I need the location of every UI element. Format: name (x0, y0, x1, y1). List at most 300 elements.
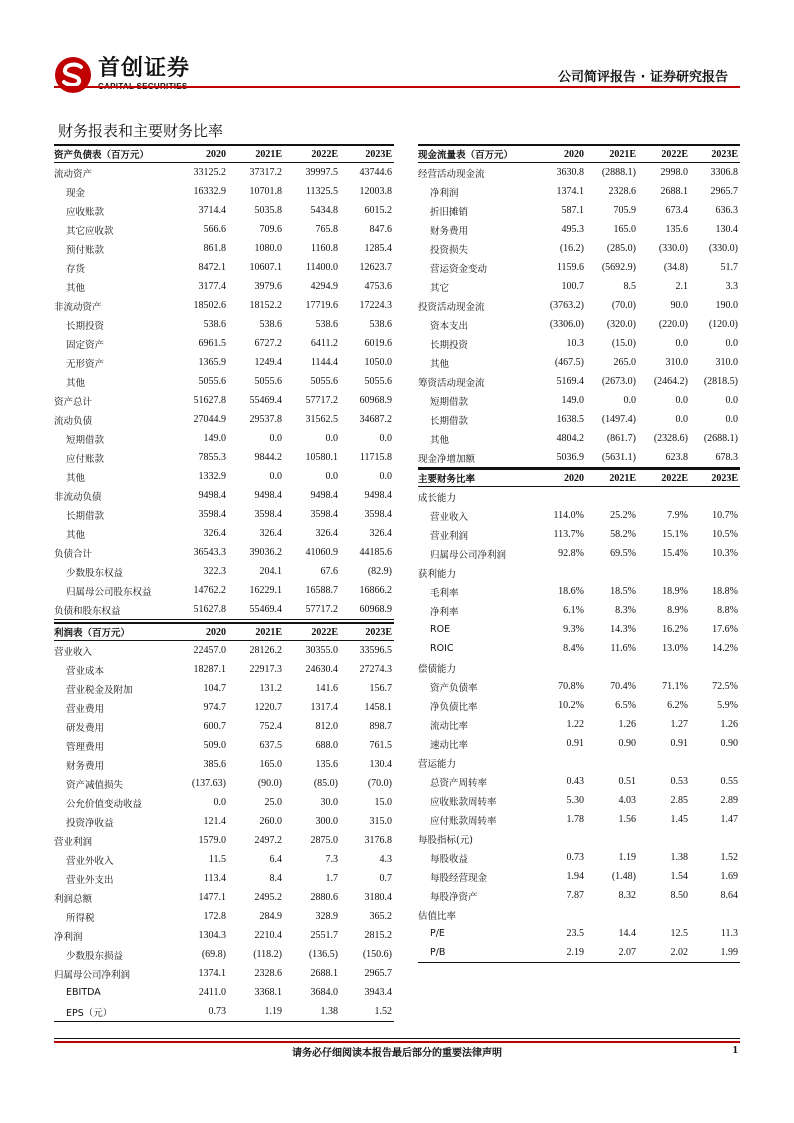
row-label: 其他 (430, 358, 450, 370)
cell-value: 6.2% (667, 700, 688, 711)
table-row (54, 660, 394, 679)
cell-value: 12003.8 (359, 186, 392, 197)
cell-value: 70.8% (558, 681, 584, 692)
cell-value: 29537.8 (249, 414, 282, 425)
cell-value: 385.6 (203, 759, 226, 770)
cell-value: 2965.7 (364, 968, 392, 979)
table-row (418, 334, 740, 353)
table-row (54, 353, 394, 372)
cell-value: 861.8 (203, 243, 226, 254)
cell-value: 16866.2 (359, 585, 392, 596)
table-row (54, 391, 394, 410)
cell-value: 265.0 (613, 357, 636, 368)
cell-value (586, 563, 638, 582)
cell-value: 9498.4 (364, 490, 392, 501)
cell-value: (3306.0) (549, 319, 584, 330)
cell-value: 10.3% (712, 548, 738, 559)
company-logo (54, 56, 214, 96)
cell-value: 104.7 (203, 683, 226, 694)
cell-value: 16.2% (662, 624, 688, 635)
cell-value (690, 563, 740, 582)
cell-value: 2328.6 (254, 968, 282, 979)
cell-value (534, 563, 586, 582)
cell-value: 8.4 (269, 873, 282, 884)
cell-value: 0.0 (379, 433, 392, 444)
cell-value: 1159.6 (556, 262, 584, 273)
table-row (418, 753, 740, 772)
cell-value: 2210.4 (254, 930, 282, 941)
table-row (54, 1002, 394, 1022)
cell-value: 10701.8 (249, 186, 282, 197)
cell-value: (1.48) (611, 871, 636, 882)
table-row (418, 658, 740, 677)
cell-value: 92.8% (558, 548, 584, 559)
cell-value: 11.3 (720, 928, 738, 939)
cell-value: (118.2) (253, 949, 282, 960)
cell-value: 3630.8 (556, 167, 584, 178)
row-label: 现金 (66, 187, 86, 199)
row-label: 净利润 (54, 931, 83, 943)
table-row (418, 829, 740, 848)
row-label: 折旧摊销 (430, 206, 469, 218)
table-title: 主要财务比率 (418, 469, 534, 487)
cell-value: 149.0 (561, 395, 584, 406)
cell-value: 3979.6 (254, 281, 282, 292)
column-header: 2023E (690, 469, 740, 487)
cell-value (690, 753, 740, 772)
cell-value: 2.85 (670, 795, 688, 806)
cell-value: 1160.8 (310, 243, 338, 254)
cell-value: (330.0) (708, 243, 738, 254)
cell-value (534, 753, 586, 772)
cell-value: 30.0 (320, 797, 338, 808)
table-row (54, 888, 394, 907)
table-row (418, 601, 740, 620)
cell-value: (3763.2) (549, 300, 584, 311)
cell-value: 15.4% (662, 548, 688, 559)
cell-value: 3368.1 (254, 987, 282, 998)
cell-value: 678.3 (690, 448, 740, 468)
row-label: 资本支出 (430, 320, 469, 332)
cell-value: 1.94 (566, 871, 584, 882)
cell-value: 60968.9 (340, 600, 394, 620)
table-row (54, 812, 394, 831)
cell-value: 1365.9 (198, 357, 226, 368)
row-label: EPS（元） (54, 1002, 172, 1022)
cell-value: 24630.4 (305, 664, 338, 675)
cell-value: (150.6) (362, 949, 392, 960)
cell-value: (82.9) (367, 566, 392, 577)
table-row (54, 315, 394, 334)
footer-accent-divider (54, 1041, 740, 1043)
table-row (418, 715, 740, 734)
cell-value: 6019.6 (364, 338, 392, 349)
cell-value: 3598.4 (364, 509, 392, 520)
cell-value: 1.27 (670, 719, 688, 730)
cell-value: 765.8 (315, 224, 338, 235)
row-label: 资产总计 (54, 396, 93, 408)
cell-value: 1579.0 (198, 835, 226, 846)
cell-value: 2.07 (586, 943, 638, 963)
table-row (54, 429, 394, 448)
row-label: 无形资产 (66, 358, 105, 370)
row-label: 现金净增加额 (418, 448, 534, 468)
cell-value: 5.30 (566, 795, 584, 806)
cell-value: 190.0 (715, 300, 738, 311)
row-label: 净利润 (430, 187, 459, 199)
table-row (418, 391, 740, 410)
cell-value (690, 829, 740, 848)
table-header-row (54, 623, 394, 641)
cell-value: 16332.9 (193, 186, 226, 197)
cell-value: 18287.1 (193, 664, 226, 675)
row-label: 其他 (66, 282, 86, 294)
cell-value: 135.6 (665, 224, 688, 235)
cell-value: 1.69 (720, 871, 738, 882)
cell-value: 6411.2 (310, 338, 338, 349)
table-title: 利润表（百万元） (54, 623, 172, 641)
table-row (418, 201, 740, 220)
cell-value: 69.5% (610, 548, 636, 559)
row-label: 总资产周转率 (430, 777, 488, 789)
row-label: 负债合计 (54, 548, 93, 560)
table-row (54, 239, 394, 258)
cell-value: 12623.7 (359, 262, 392, 273)
table-row (54, 926, 394, 945)
cell-value: 5169.4 (556, 376, 584, 387)
table-header-row (418, 469, 740, 487)
cell-value: 10.5% (712, 529, 738, 540)
table-row (418, 429, 740, 448)
cell-value: (34.8) (663, 262, 688, 273)
row-label: 非流动负债 (54, 491, 102, 503)
cell-value: 0.51 (618, 776, 636, 787)
cell-value: 0.0 (725, 338, 738, 349)
table-row (418, 677, 740, 696)
table-row (54, 983, 394, 1002)
cell-value: 0.0 (675, 338, 688, 349)
table-row (418, 696, 740, 715)
table-title: 现金流量表（百万元） (418, 145, 534, 163)
table-row (418, 220, 740, 239)
row-label: 营业收入 (54, 646, 93, 658)
row-label: 经营活动现金流 (418, 168, 485, 180)
cell-value: 1.99 (690, 943, 740, 963)
cell-value: 36543.3 (193, 547, 226, 558)
cell-value: 538.6 (259, 319, 282, 330)
cash-flow-table (418, 144, 740, 468)
row-label: 每股经营现金 (430, 872, 488, 884)
cell-value: 1050.0 (364, 357, 392, 368)
cell-value: 2.02 (638, 943, 690, 963)
row-label: 营业利润 (54, 836, 93, 848)
cell-value: (90.0) (257, 778, 282, 789)
cell-value: 27274.3 (359, 664, 392, 675)
table-row (418, 639, 740, 658)
cell-value: 55469.4 (228, 600, 284, 620)
cell-value: 6015.2 (364, 205, 392, 216)
cell-value (638, 658, 690, 677)
cell-value: 33596.5 (359, 645, 392, 656)
cell-value: 9.3% (563, 624, 584, 635)
cell-value: 18.5% (610, 586, 636, 597)
cell-value: 113.4 (203, 873, 226, 884)
cell-value: 538.6 (315, 319, 338, 330)
cell-value: 538.6 (369, 319, 392, 330)
cell-value: 55469.4 (249, 395, 282, 406)
cell-value: 0.0 (675, 395, 688, 406)
table-title: 资产负债表（百万元） (54, 145, 172, 163)
cell-value: 18152.2 (249, 300, 282, 311)
cell-value: 0.91 (566, 738, 584, 749)
table-row (418, 448, 740, 468)
cell-value: 16588.7 (305, 585, 338, 596)
cell-value: 5036.9 (534, 448, 586, 468)
cell-value: 10.2% (558, 700, 584, 711)
row-label: 投资净收益 (66, 817, 114, 829)
cell-value: 2495.2 (254, 892, 282, 903)
cell-value: 0.0 (269, 433, 282, 444)
table-row (418, 487, 740, 507)
cell-value: (2673.0) (601, 376, 636, 387)
cell-value: (2688.1) (703, 433, 738, 444)
row-label: 其它 (430, 282, 450, 294)
row-label: 财务费用 (430, 225, 469, 237)
cell-value: 1.52 (720, 852, 738, 863)
cell-value: 1.22 (566, 719, 584, 730)
table-row (418, 867, 740, 886)
cell-value: 141.6 (315, 683, 338, 694)
cell-value: (2818.5) (703, 376, 738, 387)
cell-value: 5055.6 (198, 376, 226, 387)
cell-value: 1374.1 (556, 186, 584, 197)
cell-value: 3177.4 (198, 281, 226, 292)
row-label: 营业税金及附加 (66, 684, 133, 696)
cell-value: 3598.4 (310, 509, 338, 520)
page-number: 1 (732, 1044, 738, 1056)
cell-value: 2.1 (675, 281, 688, 292)
cell-value: 33125.2 (193, 167, 226, 178)
row-label: 毛利率 (430, 587, 459, 599)
cell-value: 709.6 (259, 224, 282, 235)
row-label: 长期借款 (430, 415, 469, 427)
cell-value: 1638.5 (556, 414, 584, 425)
table-row (418, 810, 740, 829)
cell-value: 5035.8 (254, 205, 282, 216)
cell-value (586, 753, 638, 772)
cell-value: 10580.1 (305, 452, 338, 463)
cell-value (638, 905, 690, 924)
column-header: 2021E (586, 469, 638, 487)
cell-value: 5434.8 (310, 205, 338, 216)
cell-value: 7.9% (667, 510, 688, 521)
footer-divider (54, 1038, 740, 1039)
row-label: 长期投资 (66, 320, 105, 332)
row-label: 存货 (66, 263, 86, 275)
cell-value: 18502.6 (193, 300, 226, 311)
cell-value: 2688.1 (660, 186, 688, 197)
cell-value: 8.32 (618, 890, 636, 901)
cell-value: 2551.7 (310, 930, 338, 941)
cell-value: 1285.4 (364, 243, 392, 254)
cell-value: 8.3% (615, 605, 636, 616)
cell-value: 8.5 (623, 281, 636, 292)
cell-value: 43744.6 (359, 167, 392, 178)
cell-value: 3598.4 (254, 509, 282, 520)
cell-value: (136.5) (308, 949, 338, 960)
cell-value: 100.7 (561, 281, 584, 292)
row-label: 流动资产 (54, 168, 93, 180)
table-row (54, 334, 394, 353)
cell-value: 10.3 (566, 338, 584, 349)
row-label: 预付账款 (66, 244, 105, 256)
cell-value: 28126.2 (249, 645, 282, 656)
table-row (418, 544, 740, 563)
cell-value: 2.19 (534, 943, 586, 963)
cell-value: 14.2% (712, 643, 738, 654)
cell-value: 322.3 (203, 566, 226, 577)
cell-value: 113.7% (553, 529, 584, 540)
income-statement-table (54, 622, 394, 1022)
table-header-row (418, 145, 740, 163)
table-row (54, 945, 394, 964)
financial-ratios-table (418, 468, 740, 963)
cell-value: 9844.2 (254, 452, 282, 463)
cell-value: 16229.1 (249, 585, 282, 596)
cell-value: 1220.7 (254, 702, 282, 713)
row-label: 应付账款周转率 (430, 815, 497, 827)
table-row (418, 372, 740, 391)
cell-value: 6.1% (563, 605, 584, 616)
cell-value: 135.6 (315, 759, 338, 770)
cell-value: 51627.8 (172, 600, 228, 620)
table-row (418, 182, 740, 201)
row-label: 营业收入 (430, 511, 469, 523)
cell-value: 3714.4 (198, 205, 226, 216)
cell-value: 315.0 (369, 816, 392, 827)
cell-value: (285.0) (606, 243, 636, 254)
cell-value: 18.6% (558, 586, 584, 597)
table-row (54, 850, 394, 869)
table-row (418, 258, 740, 277)
column-header: 2020 (534, 145, 586, 163)
table-row (54, 467, 394, 486)
row-label: 少数股东权益 (66, 567, 124, 579)
table-row (418, 277, 740, 296)
cell-value: 60968.9 (359, 395, 392, 406)
cell-value: 121.4 (203, 816, 226, 827)
row-label: 速动比率 (430, 739, 469, 751)
cell-value: 0.0 (269, 471, 282, 482)
cell-value: 5055.6 (364, 376, 392, 387)
cell-value: 7.3 (325, 854, 338, 865)
cell-value: 0.73 (566, 852, 584, 863)
cell-value: 495.3 (561, 224, 584, 235)
cell-value: 1.19 (618, 852, 636, 863)
cell-value: 204.1 (259, 566, 282, 577)
cell-value: 4.3 (379, 854, 392, 865)
column-header: 2023E (340, 145, 394, 163)
cell-value: 25.0 (264, 797, 282, 808)
cell-value: 9498.4 (198, 490, 226, 501)
cell-value: 9498.4 (310, 490, 338, 501)
table-row (418, 525, 740, 544)
cell-value: 1249.4 (254, 357, 282, 368)
cell-value: 365.2 (369, 911, 392, 922)
cell-value (534, 829, 586, 848)
cell-value: 2998.0 (660, 167, 688, 178)
column-header: 2022E (284, 623, 340, 641)
table-row (54, 201, 394, 220)
cell-value: 3.3 (725, 281, 738, 292)
cell-value (586, 487, 638, 507)
cell-value: 3306.8 (710, 167, 738, 178)
cell-value: 673.4 (665, 205, 688, 216)
cell-value: 623.8 (638, 448, 690, 468)
row-label: 归属母公司净利润 (430, 549, 507, 561)
cell-value: (1497.4) (601, 414, 636, 425)
cell-value: 44185.6 (359, 547, 392, 558)
cell-value: 538.6 (203, 319, 226, 330)
cell-value: 6.5% (615, 700, 636, 711)
cell-value: 9498.4 (254, 490, 282, 501)
cell-value: (16.2) (559, 243, 584, 254)
cell-value: 22917.3 (249, 664, 282, 675)
cell-value: (861.7) (606, 433, 636, 444)
cell-value: 39036.2 (249, 547, 282, 558)
column-header: 2023E (340, 623, 394, 641)
cell-value: 131.2 (259, 683, 282, 694)
table-row (418, 734, 740, 753)
table-row (54, 562, 394, 581)
cell-value: 1.78 (566, 814, 584, 825)
cell-value: (120.0) (708, 319, 738, 330)
cell-value: 14.4 (618, 928, 636, 939)
cell-value: 310.0 (715, 357, 738, 368)
row-label: ROIC (430, 643, 454, 654)
cell-value (638, 829, 690, 848)
cell-value: 1144.4 (310, 357, 338, 368)
table-row (54, 410, 394, 429)
cell-value: 15.0 (374, 797, 392, 808)
cell-value: 8.64 (720, 890, 738, 901)
cell-value: 300.0 (315, 816, 338, 827)
cell-value: 17224.3 (359, 300, 392, 311)
cell-value: 752.4 (259, 721, 282, 732)
cell-value: 1.26 (720, 719, 738, 730)
column-header: 2022E (638, 469, 690, 487)
cell-value (638, 487, 690, 507)
row-label: 每股指标(元) (418, 834, 473, 846)
cell-value (586, 905, 638, 924)
cell-value: 2497.2 (254, 835, 282, 846)
table-row (54, 679, 394, 698)
cell-value: 4.03 (618, 795, 636, 806)
cell-value: (85.0) (313, 778, 338, 789)
cell-value: 156.7 (369, 683, 392, 694)
row-label: 其他 (66, 529, 86, 541)
table-row (54, 736, 394, 755)
table-row (54, 907, 394, 926)
cell-value: 6.4 (269, 854, 282, 865)
cell-value: 326.4 (369, 528, 392, 539)
cell-value: 90.0 (670, 300, 688, 311)
row-label: 应收账款 (66, 206, 105, 218)
cell-value: 57717.2 (305, 395, 338, 406)
cell-value: 566.6 (203, 224, 226, 235)
cell-value: 688.0 (315, 740, 338, 751)
row-label: 营运能力 (418, 758, 457, 770)
